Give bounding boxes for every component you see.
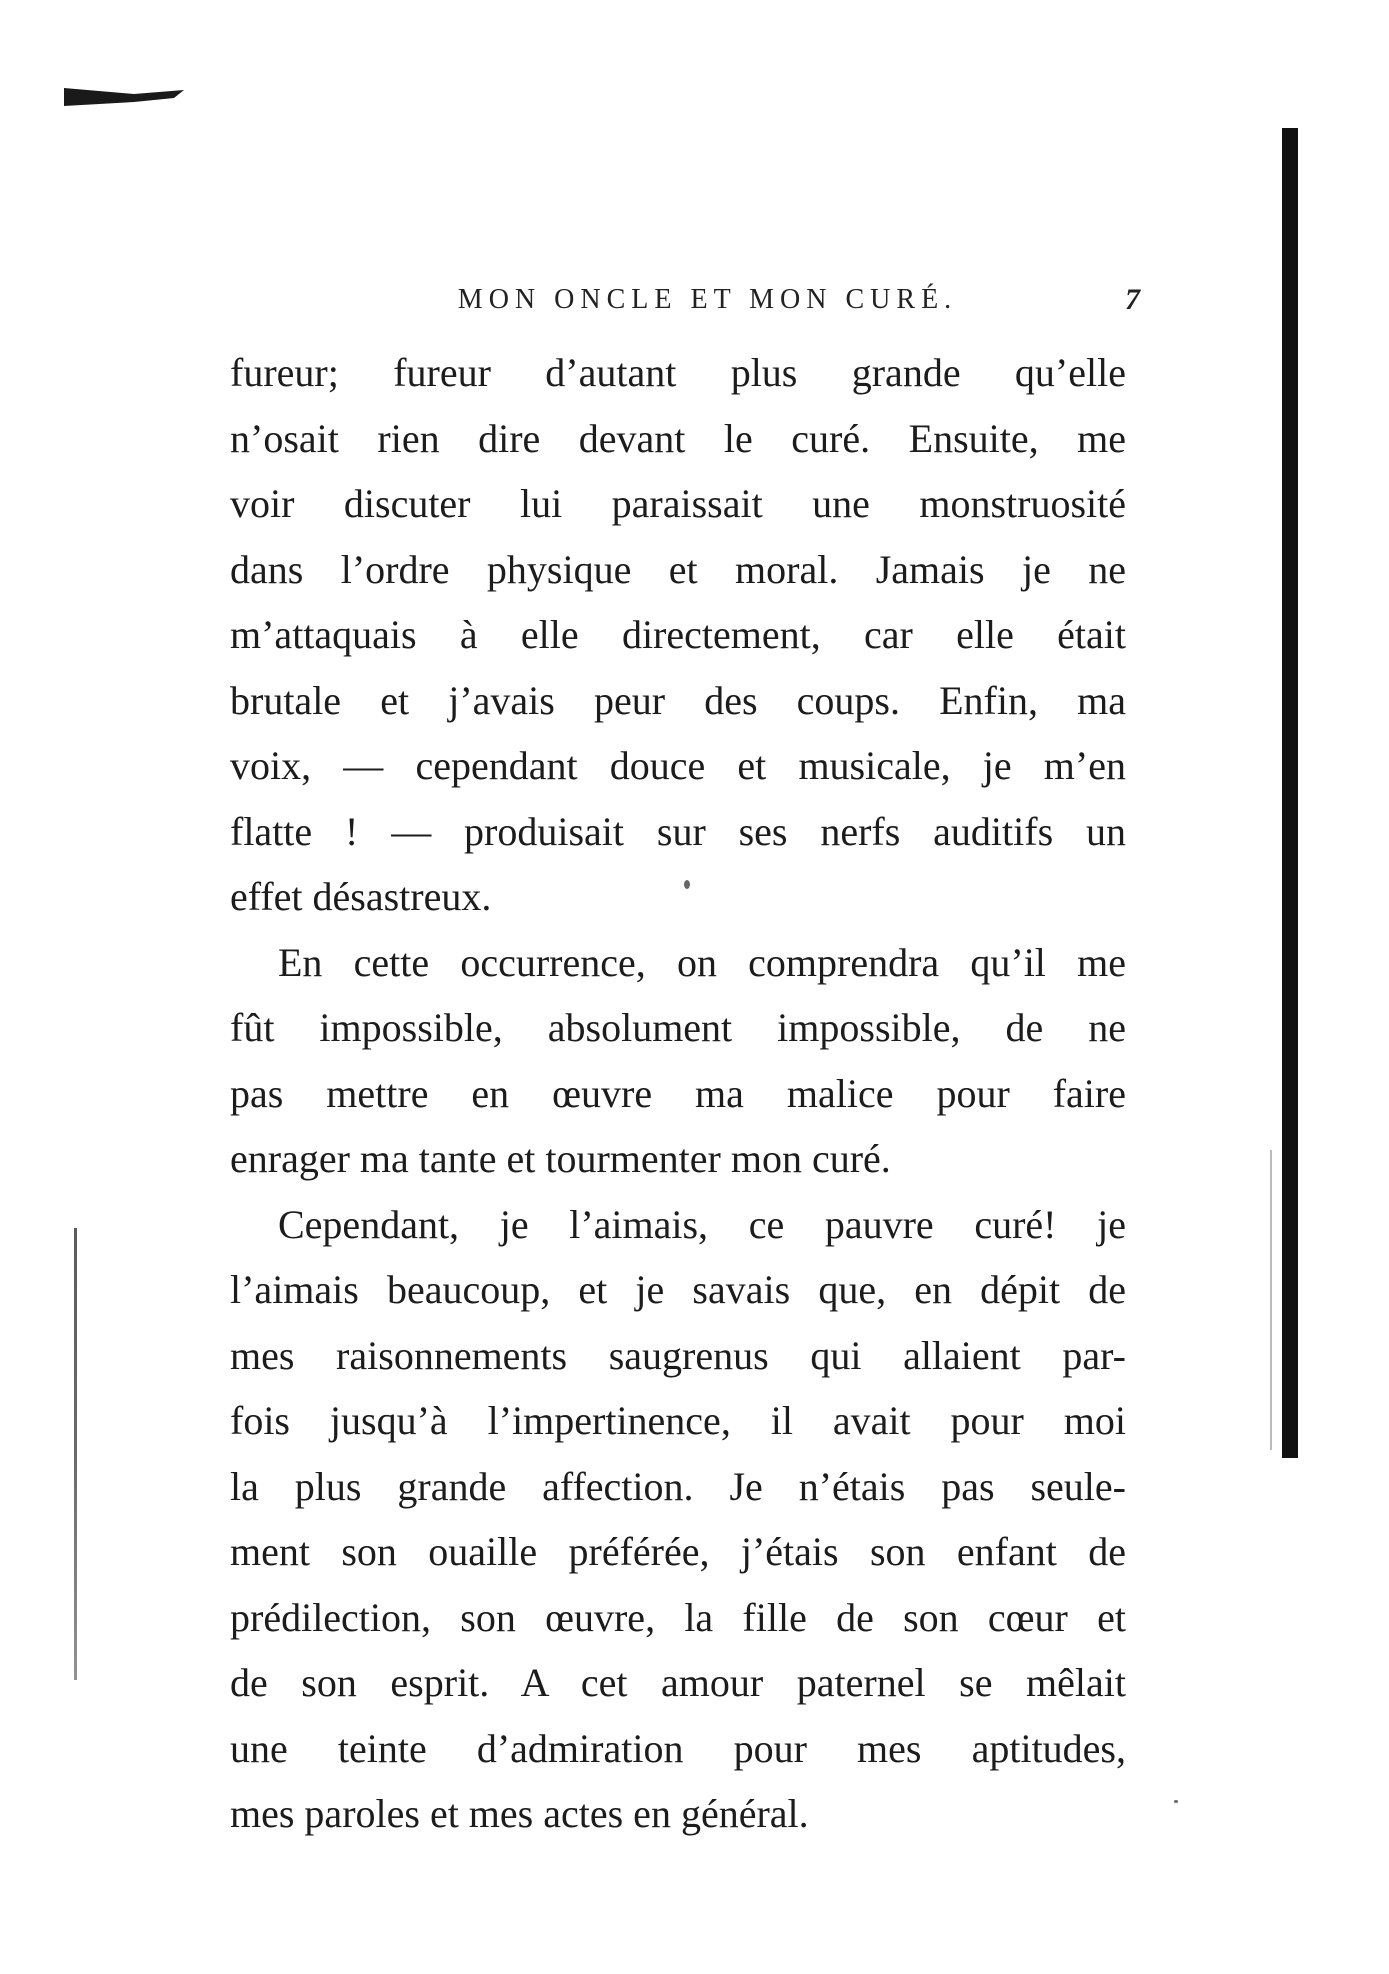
scan-edge-bar xyxy=(1282,128,1298,1458)
text-line: dans l’ordre physique et moral. Jamais je ne xyxy=(230,546,1126,592)
scan-left-line xyxy=(74,1228,77,1680)
page-number: 7 xyxy=(1125,283,1140,316)
text-line: ment son ouaille préférée, j’étais son enfant de xyxy=(230,1529,1126,1574)
text-line: pas mettre en œuvre ma malice pour faire xyxy=(230,1070,1126,1116)
scan-right-line xyxy=(1270,1150,1272,1450)
text-line: mes paroles et mes actes en général. xyxy=(230,1791,809,1836)
text-line: la plus grande affection. Je n’étais pas seule- xyxy=(230,1463,1126,1509)
paragraph-2 xyxy=(230,930,1126,1192)
text-line: fureur; fureur d’autant plus grande qu’elle xyxy=(230,350,1126,395)
text-line: m’attaquais à elle directement, car elle était xyxy=(230,612,1126,657)
body-text xyxy=(230,340,1126,1847)
text-line: fût impossible, absolument impossible, de ne xyxy=(230,1005,1126,1050)
ink-speck xyxy=(1174,1800,1178,1803)
text-line: En cette occurrence, on comprendra qu’il me xyxy=(278,939,1126,985)
scan-smudge-mark xyxy=(64,84,184,108)
text-line: flatte ! — produisait sur ses nerfs auditifs un xyxy=(230,808,1126,854)
running-title: MON ONCLE ET MON CURÉ. xyxy=(457,284,958,315)
text-line: voir discuter lui paraissait une monstruosité xyxy=(230,481,1126,526)
paragraph-1 xyxy=(230,340,1126,930)
text-line: de son esprit. A cet amour paternel se mêlait xyxy=(230,1660,1126,1705)
text-line: prédilection, son œuvre, la fille de son cœur et xyxy=(230,1594,1126,1640)
text-line: une teinte d’admiration pour mes aptitudes, xyxy=(230,1725,1126,1771)
text-line: fois jusqu’à l’impertinence, il avait pour moi xyxy=(230,1398,1126,1443)
text-line: enrager ma tante et tourmenter mon curé. xyxy=(230,1136,891,1181)
text-line: effet désastreux. xyxy=(230,874,492,919)
text-line: mes raisonnements saugrenus qui allaient par- xyxy=(230,1332,1126,1378)
text-line: brutale et j’avais peur des coups. Enfin, ma xyxy=(230,677,1126,723)
text-line: n’osait rien dire devant le curé. Ensuite, me xyxy=(230,415,1126,461)
text-line: voix, — cependant douce et musicale, je m’en xyxy=(230,743,1126,788)
page-header xyxy=(230,280,1140,320)
text-line: Cependant, je l’aimais, ce pauvre curé! je xyxy=(278,1201,1126,1247)
paragraph-3 xyxy=(230,1192,1126,1847)
text-line: l’aimais beaucoup, et je savais que, en dépit de xyxy=(230,1267,1126,1312)
